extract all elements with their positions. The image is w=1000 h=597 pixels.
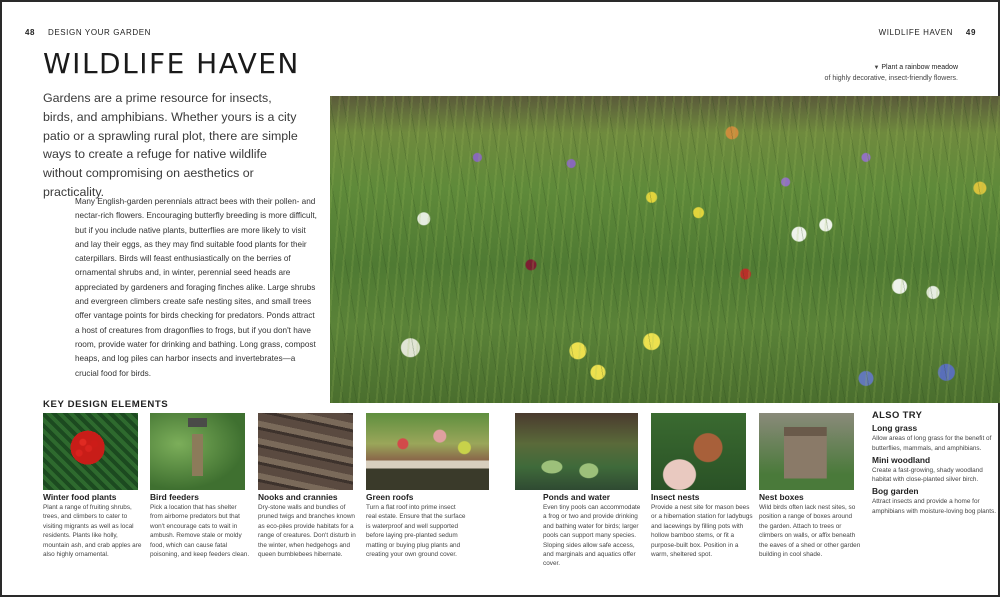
element-bird-feeders	[150, 492, 250, 559]
also-try-text: Create a fast-growing, shady woodland habitat with close-planted silver birch.	[872, 466, 983, 484]
caption-rest: of highly decorative, insect-friendly flowers.	[824, 74, 958, 82]
element-text: Wild birds often lack nest sites, so position a range of boxes around the garden. Attach to trees or climbers on walls, or affix beneath the eaves of a shed or other garden building in cool shade.	[759, 504, 861, 559]
body-paragraph: Many English-garden perennials attract bees with their pollen- and nectar-rich flowers. Encouraging butterfly breeding is more difficult, but if you include native plants, butterflies are more likely to visit and lay their eggs, as they may find suitable food plants for their caterpillars. Birds will feast enthusiastically on the berries of ornamental shrubs and, in winter, perennial seed heads are appreciated by gardeners and foraging finches alike. Large shrubs and evergreen climbers create safe nesting sites, and small trees offer vantage points for birds checking for predators. Ponds attract a host of creatures from dragonflies to frogs, but if you don't have room, provide water for drinking and bathing. Long grass, compost heaps, and log piles can harbor insects and invertebrates—a crucial food for birds.	[75, 197, 317, 378]
page-number-left: 48	[25, 28, 36, 37]
element-text: Provide a nest site for mason bees or a hibernation station for ladybugs and lacewings by filling pots with hollow bamboo stems, or fit a purpose-built box. Position in a warm, sheltered spot.	[651, 504, 753, 559]
thumb-ponds-and-water	[515, 413, 638, 490]
caption-lead: Plant a rainbow meadow	[881, 64, 958, 71]
also-try-text: Allow areas of long grass for the benefit of butterflies, mammals, and amphibians.	[872, 435, 992, 452]
element-nooks-and-crannies	[258, 492, 358, 559]
triangle-down-icon: ▼	[873, 65, 880, 71]
element-title: Nooks and crannies	[258, 492, 338, 502]
element-winter-food-plants	[43, 492, 143, 559]
hero-caption	[818, 63, 958, 83]
hero-image-wildflower-meadow	[330, 96, 1000, 403]
thumb-nooks-and-crannies	[258, 413, 353, 490]
also-try-title: Long grass	[872, 423, 918, 434]
thumb-green-roofs	[366, 413, 489, 490]
also-try-title: Mini woodland	[872, 454, 931, 465]
element-title: Nest boxes	[759, 492, 804, 502]
element-title: Bird feeders	[150, 492, 199, 502]
intro-paragraph: Gardens are a prime resource for insects, birds, and amphibians. Whether yours is a city patio or a sprawling rural plot, there are simple ways to create a refuge for native wildlife without compromising on aesthetics or practicality.	[43, 91, 298, 199]
element-title: Insect nests	[651, 492, 700, 502]
element-title: Winter food plants	[43, 492, 117, 502]
element-text: Turn a flat roof into prime insect real estate. Ensure that the surface is waterproof and well supported before laying pre-planted sedum matting or buying plug plants and creating your own ground cover.	[366, 504, 466, 559]
page-number-right: 49	[965, 28, 976, 37]
page-title: WILDLIFE HAVEN	[43, 47, 300, 80]
also-try-text: Attract insects and provide a home for amphibians with moisture-loving bog plants.	[872, 498, 996, 515]
thumb-insect-nests	[651, 413, 746, 490]
element-green-roofs	[366, 492, 466, 559]
element-nest-boxes	[759, 492, 861, 559]
element-insect-nests	[651, 492, 753, 559]
thumb-winter-food-plants	[43, 413, 138, 490]
element-text: Even tiny pools can accommodate a frog or two and provide drinking and bathing water for birds; larger pools can support many species. Sloping sides allow safe access, and marginals and aquatics offer cover.	[543, 504, 641, 568]
also-try-title: Bog garden	[872, 486, 919, 497]
running-head-left	[25, 28, 151, 37]
thumb-nest-boxes	[759, 413, 854, 490]
element-title: Green roofs	[366, 492, 414, 502]
also-try-heading: ALSO TRY	[872, 409, 923, 420]
element-text: Pick a location that has shelter from airborne predators but that won't encourage cats to wait in ambush. Remove stale or moldy food, which can cause fatal poisoning, and keep feeders clean.	[150, 504, 250, 559]
element-ponds-and-water	[543, 492, 643, 569]
running-head-right	[879, 28, 976, 37]
element-title: Ponds and water	[543, 492, 611, 502]
chapter-title: WILDLIFE HAVEN	[878, 28, 954, 37]
element-text: Plant a range of fruiting shrubs, trees, and climbers to cater to visiting migrants as well as local residents. Plants like holly, mountain ash, and crab apples are also highly ornamental.	[43, 504, 142, 559]
section-title: DESIGN YOUR GARDEN	[47, 28, 152, 37]
thumb-bird-feeders	[150, 413, 245, 490]
element-text: Dry-stone walls and bundles of pruned twigs and branches known as eco-piles provide habitats for a range of creatures. Don't disturb in the winter, when hedgehogs and queen bumblebees hibernate.	[258, 504, 356, 559]
also-try-sidebar	[872, 410, 997, 516]
key-design-elements-heading: KEY DESIGN ELEMENTS	[43, 399, 169, 410]
